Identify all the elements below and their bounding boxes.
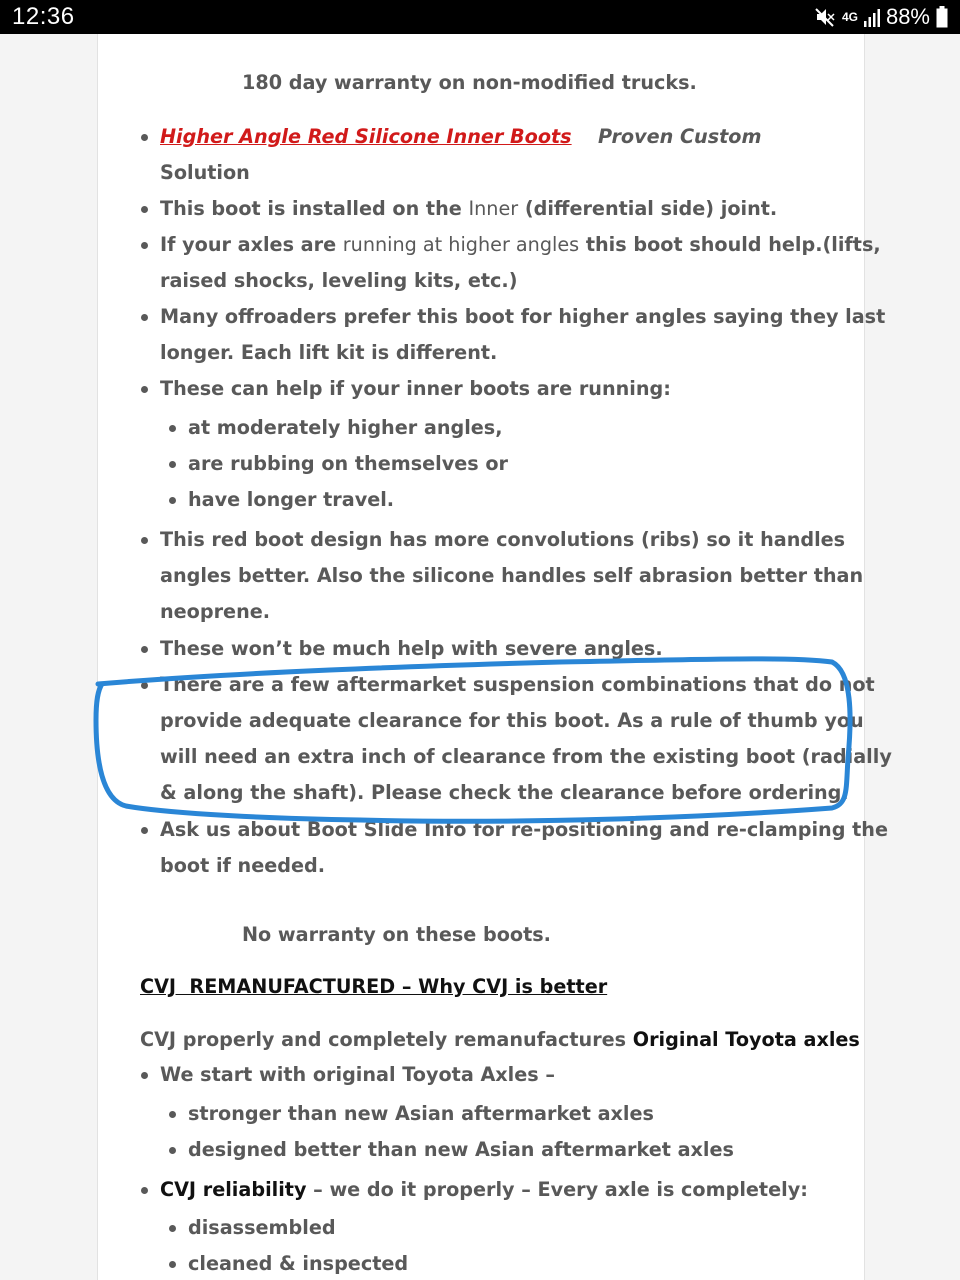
intro-paragraph	[140, 1026, 860, 1054]
bullet-dot	[141, 1072, 148, 1079]
section-heading-link[interactable]: CVJ REMANUFACTURED – Why CVJ is better	[140, 975, 608, 998]
sub-bullet-dot	[169, 425, 176, 432]
network-type: 4G	[841, 10, 858, 24]
bullet-dot	[141, 242, 148, 249]
sub-list-item: designed better than new Asian aftermarket axles	[188, 1138, 734, 1161]
no-warranty-note: No warranty on these boots.	[242, 923, 551, 946]
sub-list-item: are rubbing on themselves or	[188, 452, 508, 475]
list-item-continuation: provide adequate clearance for this boot. As a rule of thumb you	[160, 709, 864, 732]
list-item	[160, 231, 881, 259]
bullet-dot	[141, 1187, 148, 1194]
bullet-dot	[141, 682, 148, 689]
list-item: Many offroaders prefer this boot for higher angles saying they last	[160, 305, 886, 328]
list-item-continuation: raised shocks, leveling kits, etc.)	[160, 269, 518, 292]
sub-bullet-dot	[169, 1147, 176, 1154]
list-item-continuation: & along the shaft). Please check the clearance before ordering.	[160, 781, 849, 804]
battery-icon	[936, 6, 948, 28]
sub-list-item: at moderately higher angles,	[188, 416, 503, 439]
status-bar	[0, 0, 960, 34]
list-item: There are a few aftermarket suspension combinations that do not	[160, 673, 875, 696]
text-segment: running at higher angles	[342, 233, 580, 256]
status-time: 12:36	[12, 3, 75, 30]
text-segment: – we do it properly – Every axle is completely:	[306, 1178, 808, 1201]
sub-bullet-dot	[169, 1261, 176, 1268]
bullet-dot	[141, 537, 148, 544]
sub-bullet-dot	[169, 1111, 176, 1118]
text-segment: CVJ properly and completely remanufactures	[140, 1028, 633, 1051]
sub-list-item: have longer travel.	[188, 488, 395, 511]
text-segment: If your axles are	[160, 233, 343, 256]
list-item	[160, 1176, 808, 1204]
list-item	[160, 195, 777, 223]
bullet-dot	[141, 386, 148, 393]
sub-list-item: disassembled	[188, 1216, 336, 1239]
list-item	[160, 123, 572, 151]
warranty-note: 180 day warranty on non-modified trucks.	[242, 71, 697, 94]
text-segment: Inner	[468, 197, 519, 220]
bullet-dot	[141, 314, 148, 321]
list-item: We start with original Toyota Axles –	[160, 1063, 555, 1086]
proven-custom-text: Proven Custom	[598, 125, 762, 148]
list-item-continuation: longer. Each lift kit is different.	[160, 341, 498, 364]
list-item-continuation: boot if needed.	[160, 854, 326, 877]
signal-icon	[864, 7, 880, 27]
list-item-continuation: Solution	[160, 161, 250, 184]
list-item: This red boot design has more convolutions (ribs) so it handles	[160, 528, 846, 551]
text-segment: this boot should help.(lifts,	[579, 233, 881, 256]
list-item-continuation: will need an extra inch of clearance from the existing boot (radially	[160, 745, 892, 768]
bullet-dot	[141, 134, 148, 141]
text-segment: This boot is installed on the	[160, 197, 469, 220]
text-segment: Original Toyota axles	[632, 1028, 860, 1051]
bullet-dot	[141, 206, 148, 213]
list-item-continuation: angles better. Also the silicone handles self abrasion better than	[160, 564, 864, 587]
list-item: Ask us about Boot Slide Info for re-positioning and re-clamping the	[160, 818, 888, 841]
sub-bullet-dot	[169, 1225, 176, 1232]
list-item-continuation: neoprene.	[160, 600, 271, 623]
sub-bullet-dot	[169, 497, 176, 504]
text-segment: (differential side) joint.	[518, 197, 778, 220]
bullet-dot	[141, 646, 148, 653]
sub-list-item: cleaned & inspected	[188, 1252, 409, 1275]
battery-percent: 88%	[885, 4, 930, 29]
list-item: These won’t be much help with severe angles.	[160, 637, 663, 660]
product-link[interactable]: Higher Angle Red Silicone Inner Boots	[160, 125, 572, 148]
text-segment: CVJ reliability	[160, 1178, 307, 1201]
sub-list-item: stronger than new Asian aftermarket axles	[188, 1102, 654, 1125]
list-item: These can help if your inner boots are running:	[160, 377, 671, 400]
status-icons	[814, 2, 948, 32]
bullet-dot	[141, 827, 148, 834]
mute-icon	[814, 6, 836, 28]
sub-bullet-dot	[169, 461, 176, 468]
